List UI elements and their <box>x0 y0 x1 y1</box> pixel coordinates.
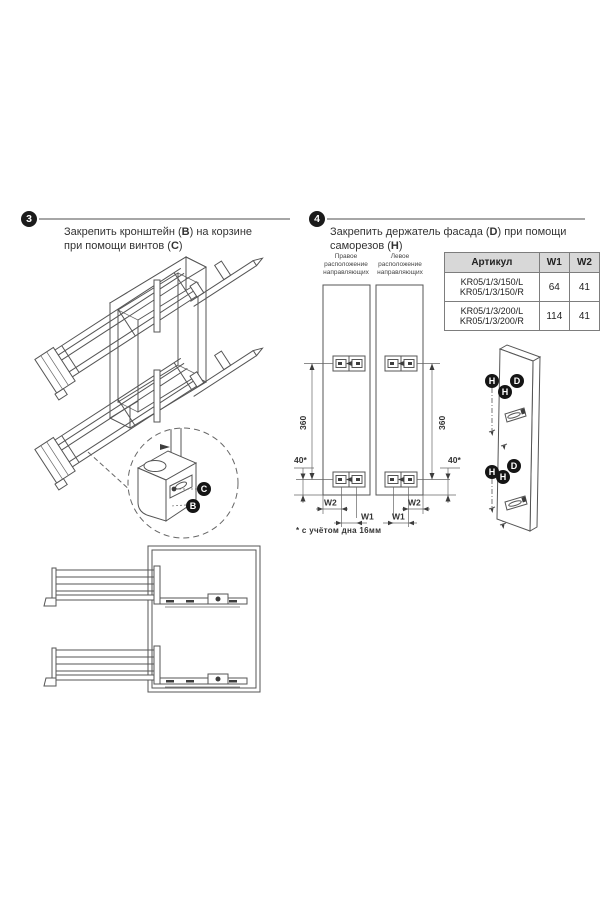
step4-instruction-line1: Закрепить держатель фасада (D) при помощи <box>330 226 567 238</box>
svg-text:D: D <box>513 376 521 387</box>
rail-position-diagram <box>288 283 474 538</box>
svg-text:W2: W2 <box>408 497 421 508</box>
basket-top-post <box>154 280 160 332</box>
column-label-right-rails: Правое расположение направляющих <box>323 253 369 276</box>
callout-d <box>507 459 521 473</box>
article-cell: KR05/1/3/150/L KR05/1/3/150/R <box>445 273 540 302</box>
col-article: Артикул <box>445 253 540 273</box>
col-w2: W2 <box>569 253 599 273</box>
screw-c-head <box>172 487 177 492</box>
step3-instruction-line1: Закрепить кронштейн (B) на корзине <box>64 226 253 238</box>
callout-h <box>485 374 499 388</box>
column-label-left-rails: Левое расположение направляющих <box>377 253 423 276</box>
svg-text:D: D <box>510 461 518 472</box>
svg-text:B: B <box>189 501 197 512</box>
rail-tip <box>253 256 264 266</box>
facade-bracket <box>333 472 365 487</box>
step3-divider <box>39 218 290 220</box>
parts-table-header-row <box>445 253 600 273</box>
svg-text:360: 360 <box>437 415 447 430</box>
w1-cell: 64 <box>539 273 569 302</box>
dim-40-left <box>294 455 323 503</box>
cabinet-isometric-drawing <box>30 248 300 548</box>
svg-text:40*: 40* <box>294 455 307 465</box>
cabinet-side-panel <box>148 546 260 692</box>
callout-b <box>186 499 200 513</box>
basket-bottom-post <box>154 370 160 422</box>
step3-instruction-line2: при помощи винтов (C) <box>64 239 183 252</box>
footnote: * с учётом дна 16мм <box>296 526 382 535</box>
rail-tip <box>253 346 264 356</box>
svg-text:H: H <box>501 387 509 398</box>
svg-text:W1: W1 <box>392 511 405 522</box>
svg-text:H: H <box>499 472 507 483</box>
detail-leader-line <box>88 452 132 492</box>
callout-h <box>498 385 512 399</box>
svg-text:W1: W1 <box>361 511 374 522</box>
svg-text:H: H <box>488 376 496 387</box>
step3-number-badge: 3 <box>21 211 37 227</box>
facade-bracket <box>385 356 417 371</box>
facade-bracket <box>333 356 365 371</box>
step4-number-badge: 4 <box>309 211 325 227</box>
callout-h <box>496 470 510 484</box>
svg-text:W2: W2 <box>324 497 337 508</box>
callout-d <box>510 374 524 388</box>
w2-cell: 41 <box>569 273 599 302</box>
side-view-drawing <box>30 540 300 705</box>
panel-left-rails <box>376 285 423 495</box>
detail-view <box>128 420 238 538</box>
svg-text:360: 360 <box>298 415 308 430</box>
facade-bracket <box>385 472 417 487</box>
w2-cell: 41 <box>569 302 599 331</box>
step4-instruction <box>330 226 592 253</box>
col-w1: W1 <box>539 253 569 273</box>
svg-text:H: H <box>488 467 496 478</box>
article-cell: KR05/1/3/200/L KR05/1/3/200/R <box>445 302 540 331</box>
step4-instruction-line2: саморезов (H) <box>330 239 403 252</box>
svg-text:40*: 40* <box>448 455 461 465</box>
facade-panel-drawing <box>450 335 570 545</box>
svg-text:C: C <box>200 484 208 495</box>
callout-c <box>197 482 211 496</box>
step4-divider <box>327 218 585 220</box>
panel-right-rails <box>323 285 370 495</box>
w1-cell: 114 <box>539 302 569 331</box>
